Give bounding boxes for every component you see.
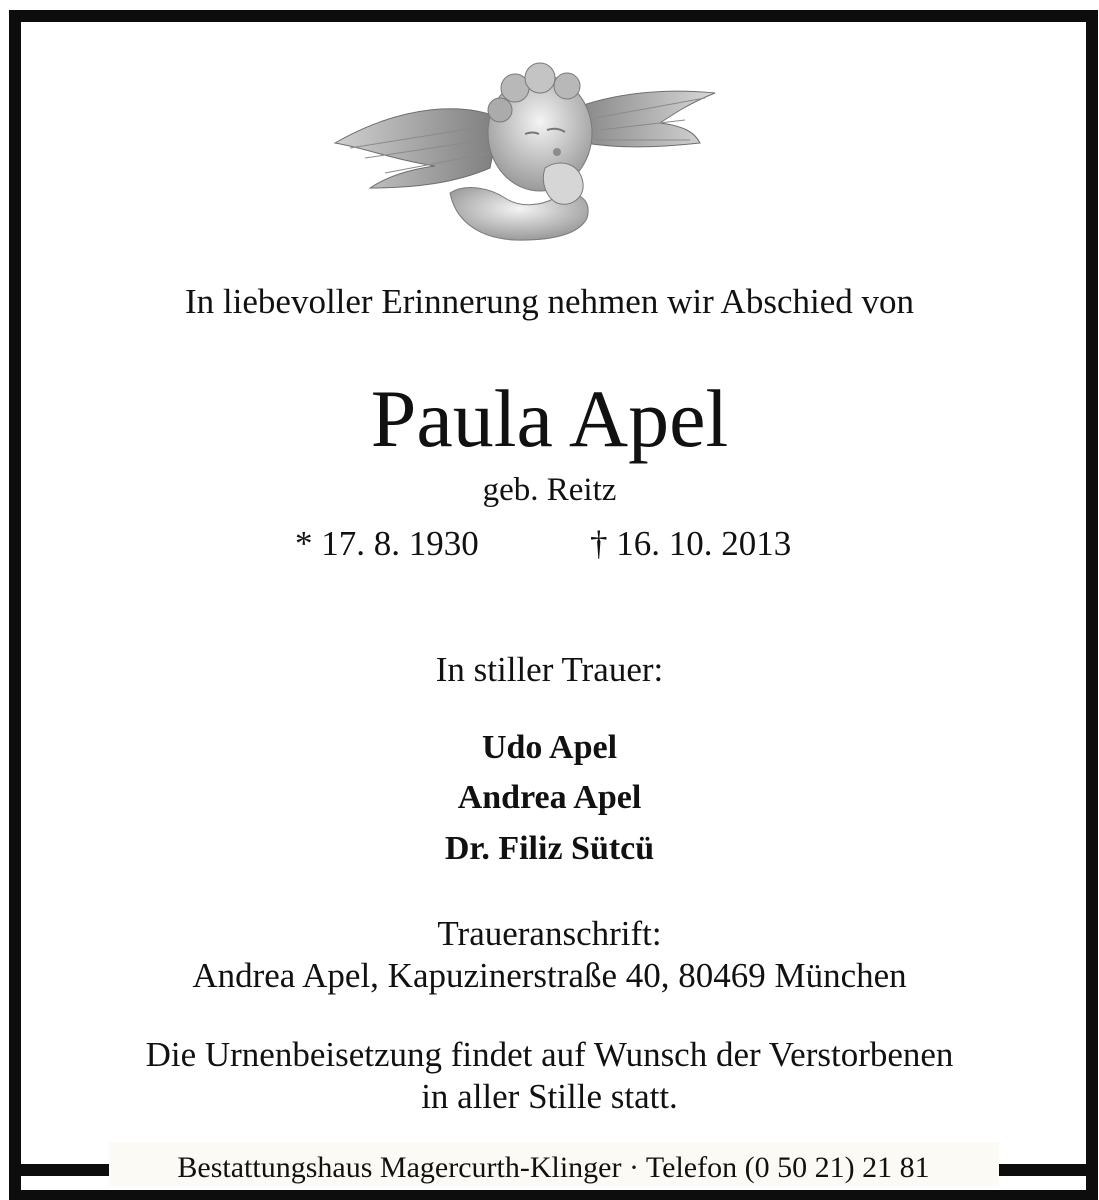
- funeral-home-footer: [9, 1140, 1098, 1200]
- address-label: Traueranschrift:: [437, 914, 662, 953]
- death-date: † 16. 10. 2013: [590, 524, 792, 563]
- burial-notice-line-2: in aller Stille statt.: [421, 1077, 678, 1116]
- birth-date: * 17. 8. 1930: [295, 524, 479, 563]
- intro-text: In liebevoller Erinnerung nehmen wir Abschied von: [185, 282, 914, 321]
- mourning-address: Andrea Apel, Kapuzinerstraße 40, 80469 München: [192, 956, 907, 995]
- mourner-name: Andrea Apel: [457, 779, 642, 816]
- mourner-name: Udo Apel: [481, 729, 618, 766]
- mourners-label: In stiller Trauer:: [435, 650, 664, 689]
- funeral-home-contact: Bestattungshaus Magercurth-Klinger · Telefon (0 50 21) 21 81: [177, 1151, 930, 1184]
- burial-notice-line-1: Die Urnenbeisetzung findet auf Wunsch der Verstorbenen: [145, 1035, 954, 1074]
- maiden-name: geb. Reitz: [482, 472, 617, 508]
- mourner-name: Dr. Filiz Sütcü: [444, 830, 655, 867]
- deceased-name: Paula Apel: [370, 373, 729, 464]
- life-dates: [0, 524, 1099, 572]
- cherub-angel-image: [325, 48, 725, 248]
